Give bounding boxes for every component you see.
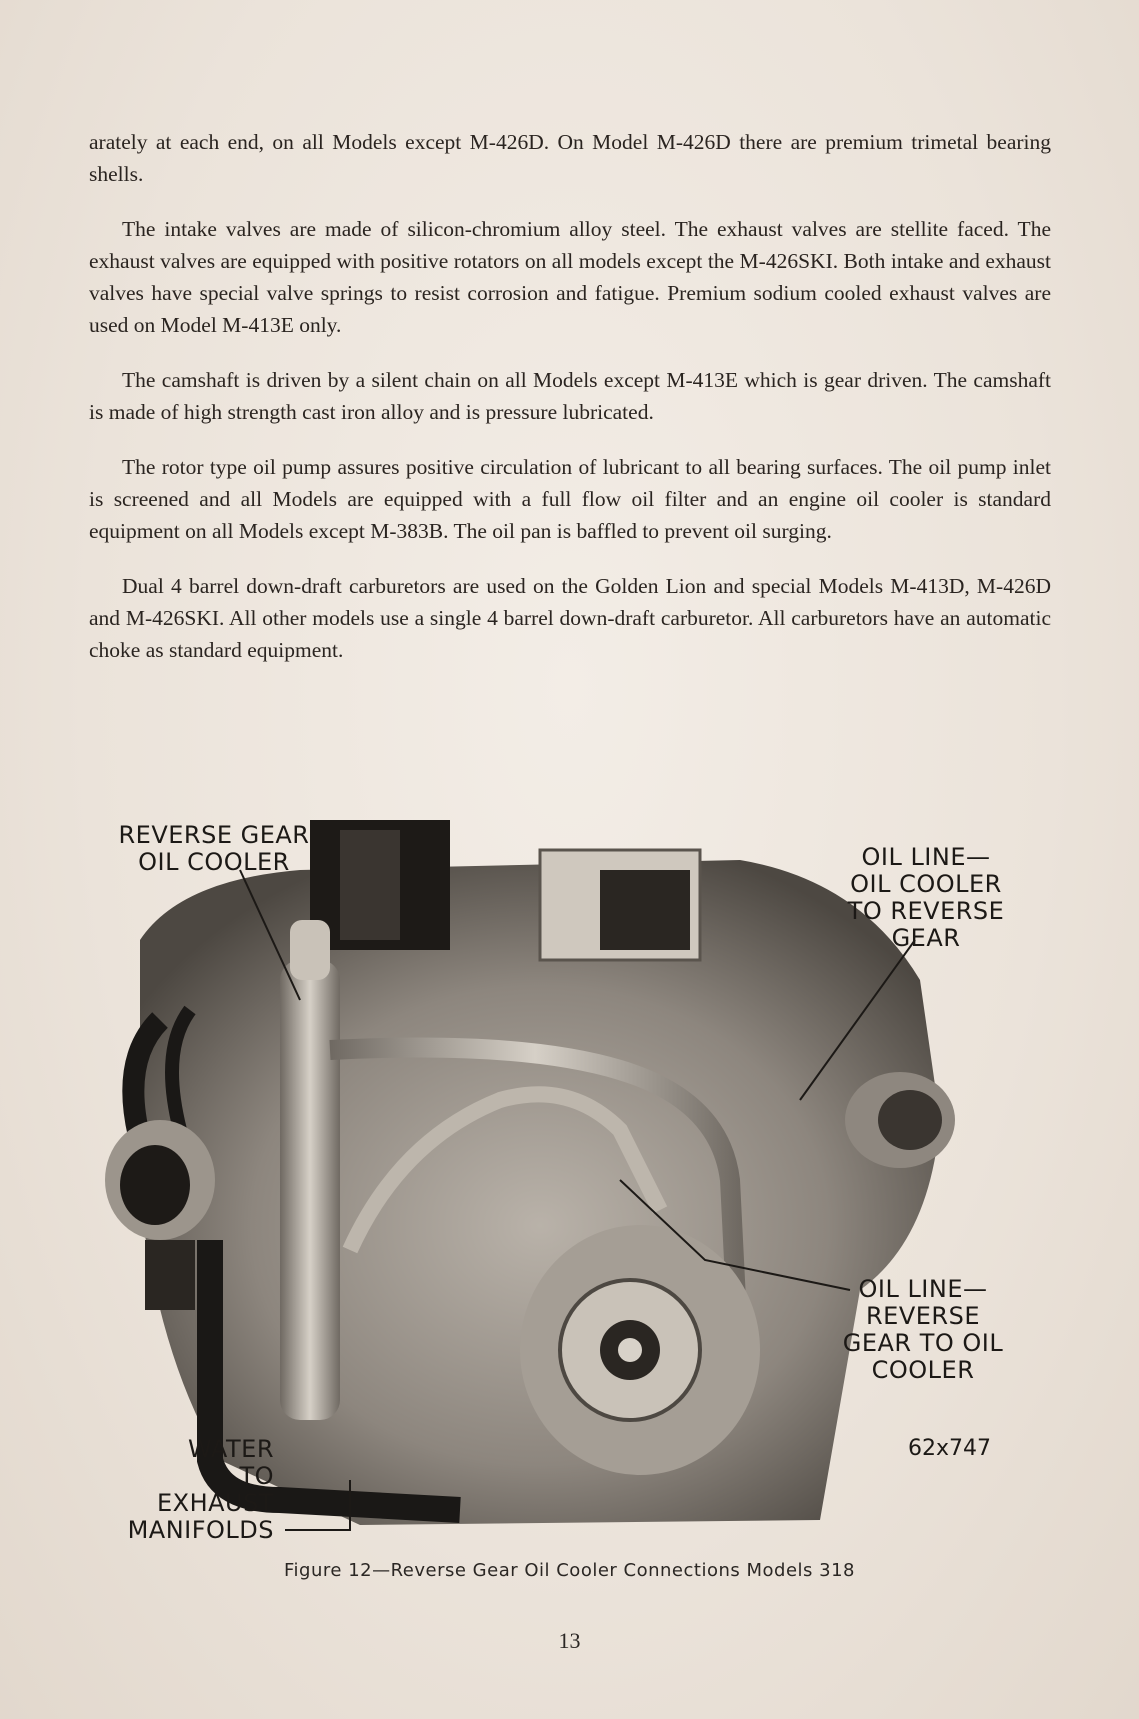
callout-reverse-gear-oil-cooler: REVERSE GEAR OIL COOLER [118, 821, 310, 876]
paragraph-bearings: arately at each end, on all Models except M-426D. On Model M-426D there are premium trimetal bearing shells. [89, 130, 1051, 186]
paragraph-oil-pump: The rotor type oil pump assures positive circulation of lubricant to all bearing surfaces. The oil pump inlet is screened and all Models are equipped with a full flow oil filter and an engine oil cooler is standard equipment on all Models except M-383B. The oil pan is baffled to prevent oil surging. [89, 455, 1051, 543]
page-number: 13 [558, 1628, 581, 1653]
callout-oil-line-gear-to-cooler: OIL LINE— REVERSE GEAR TO OIL COOLER [842, 1275, 1004, 1384]
paragraph-carburetors: Dual 4 barrel down-draft carburetors are used on the Golden Lion and special Models M-413D, M-426D and M-426SKI. All other models use a single 4 barrel down-draft carburetor. All carburetors have an automatic choke as standard equipment. [89, 574, 1051, 662]
callout-oil-line-cooler-to-gear: OIL LINE— OIL COOLER TO REVERSE GEAR [847, 843, 1005, 952]
figure-caption: Figure 12—Reverse Gear Oil Cooler Connections Models 318 [284, 1560, 855, 1581]
callout-water-to-exhaust: WATER TO EXHAUST MANIFOLDS [127, 1435, 274, 1544]
figure-code: 62x747 [908, 1436, 992, 1461]
paragraph-valves: The intake valves are made of silicon-chromium alloy steel. The exhaust valves are stellite faced. The exhaust valves are equipped with positive rotators on all models except the M-426SKI. Both intake and exhaust valves have special valve springs to resist corrosion and fatigue. Premium sodium cooled exhaust valves are used on Model M-413E only. [89, 217, 1051, 337]
paragraph-camshaft: The camshaft is driven by a silent chain on all Models except M-413E which is gear driven. The camshaft is made of high strength cast iron alloy and is pressure lubricated. [89, 368, 1051, 424]
